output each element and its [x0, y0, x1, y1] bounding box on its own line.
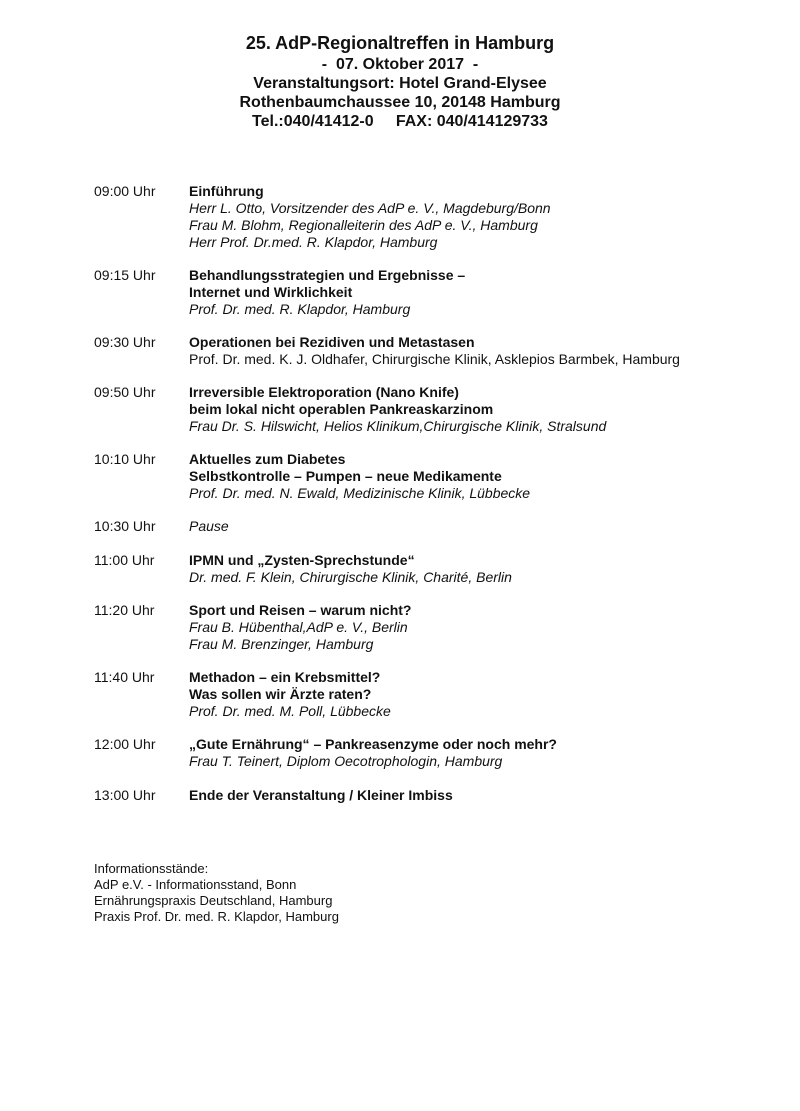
agenda-speaker: Frau B. Hübenthal,AdP e. V., Berlin: [189, 619, 408, 635]
info-item: Ernährungspraxis Deutschland, Hamburg: [94, 893, 333, 908]
agenda-time: 10:30 Uhr: [94, 518, 156, 534]
agenda-speaker: Prof. Dr. med. M. Poll, Lübbecke: [189, 703, 391, 719]
agenda-entry: [94, 669, 784, 720]
agenda-entry: [94, 334, 784, 368]
agenda-title: IPMN und „Zysten-Sprechstunde“: [189, 552, 415, 568]
agenda-time: 09:15 Uhr: [94, 267, 156, 283]
agenda-speaker: Frau T. Teinert, Diplom Oecotrophologin, Hamburg: [189, 753, 503, 769]
agenda-title: Methadon – ein Krebsmittel?: [189, 669, 381, 685]
agenda-time: 09:00 Uhr: [94, 183, 156, 199]
agenda-time: 11:40 Uhr: [94, 669, 155, 685]
agenda-speaker: Prof. Dr. med. K. J. Oldhafer, Chirurgische Klinik, Asklepios Barmbek, Hamburg: [189, 351, 680, 367]
agenda-title: Einführung: [189, 183, 264, 199]
event-date: - 07. Oktober 2017 -: [321, 56, 479, 73]
agenda-time: 09:50 Uhr: [94, 384, 156, 400]
agenda-speaker: Dr. med. F. Klein, Chirurgische Klinik, Charité, Berlin: [189, 569, 512, 585]
info-item: AdP e.V. - Informationsstand, Bonn: [94, 877, 297, 892]
agenda-title: Ende der Veranstaltung / Kleiner Imbiss: [189, 787, 453, 803]
agenda-entry: [94, 602, 784, 653]
agenda-speaker: Frau Dr. S. Hilswicht, Helios Klinikum,Chirurgische Klinik, Stralsund: [189, 418, 607, 434]
agenda-title: Operationen bei Rezidiven und Metastasen: [189, 334, 475, 350]
agenda: [94, 183, 784, 804]
agenda-speaker: Prof. Dr. med. R. Klapdor, Hamburg: [189, 301, 411, 317]
agenda-entry: [94, 451, 784, 502]
agenda-title: Behandlungsstrategien und Ergebnisse –: [189, 267, 466, 283]
agenda-title: beim lokal nicht operablen Pankreaskarzinom: [189, 401, 494, 417]
agenda-title: Aktuelles zum Diabetes: [189, 451, 346, 467]
agenda-speaker: Frau M. Blohm, Regionalleiterin des AdP e. V., Hamburg: [189, 217, 538, 233]
agenda-entry: [94, 787, 784, 804]
agenda-entry: [94, 552, 784, 586]
agenda-speaker: Herr L. Otto, Vorsitzender des AdP e. V., Magdeburg/Bonn: [189, 200, 551, 216]
agenda-entry: [94, 183, 784, 251]
agenda-entry: [94, 736, 784, 770]
agenda-time: 12:00 Uhr: [94, 736, 156, 752]
event-title: 25. AdP-Regionaltreffen in Hamburg: [245, 33, 555, 53]
agenda-pause: Pause: [189, 518, 229, 534]
agenda-time: 11:20 Uhr: [94, 602, 155, 618]
event-phone-fax: Tel.:040/41412-0 FAX: 040/414129733: [252, 113, 548, 130]
agenda-title: Was sollen wir Ärzte raten?: [189, 686, 372, 702]
agenda-speaker: Prof. Dr. med. N. Ewald, Medizinische Klinik, Lübbecke: [189, 485, 531, 501]
agenda-title: Selbstkontrolle – Pumpen – neue Medikamente: [189, 468, 502, 484]
agenda-title: „Gute Ernährung“ – Pankreasenzyme oder noch mehr?: [189, 736, 557, 752]
agenda-speaker: Frau M. Brenzinger, Hamburg: [189, 636, 374, 652]
agenda-title: Sport und Reisen – warum nicht?: [189, 602, 412, 618]
agenda-entry: [94, 267, 784, 318]
agenda-entry: [94, 384, 784, 435]
agenda-speaker: Herr Prof. Dr.med. R. Klapdor, Hamburg: [189, 234, 438, 250]
agenda-entry: [94, 518, 784, 535]
event-address: Rothenbaumchaussee 10, 20148 Hamburg: [239, 94, 561, 111]
agenda-time: 09:30 Uhr: [94, 334, 156, 350]
agenda-time: 10:10 Uhr: [94, 451, 156, 467]
info-stands: [94, 861, 339, 925]
info-item: Praxis Prof. Dr. med. R. Klapdor, Hamburg: [94, 909, 339, 924]
event-venue: Veranstaltungsort: Hotel Grand-Elysee: [253, 75, 547, 92]
agenda-title: Internet und Wirklichkeit: [189, 284, 353, 300]
document-header: [0, 32, 800, 131]
agenda-time: 11:00 Uhr: [94, 552, 155, 568]
agenda-time: 13:00 Uhr: [94, 787, 156, 803]
agenda-title: Irreversible Elektroporation (Nano Knife): [189, 384, 459, 400]
info-heading: Informationsstände:: [94, 861, 209, 876]
